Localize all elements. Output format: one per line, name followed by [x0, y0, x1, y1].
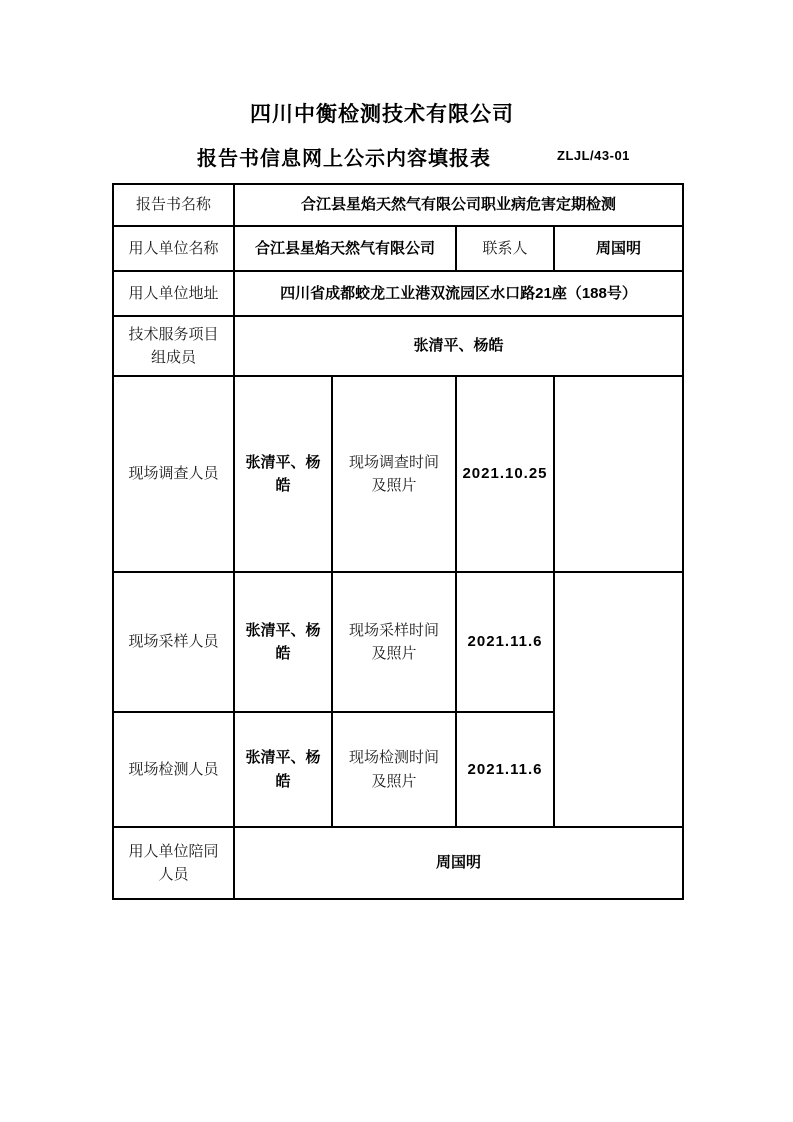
form-title: 报告书信息网上公示内容填报表 — [197, 148, 491, 170]
investigation-personnel-value: 张清平、杨皓 — [235, 377, 331, 571]
contact-name-value: 周国明 — [555, 227, 682, 270]
sampling-testing-photo-cell — [555, 573, 682, 826]
sampling-personnel-label: 现场采样人员 — [114, 573, 233, 711]
report-name-label: 报告书名称 — [114, 185, 233, 225]
investigation-date: 2021.10.25 — [457, 377, 553, 571]
employer-address-value: 四川省成都蛟龙工业港双流园区水口路21座（188号） — [235, 272, 682, 315]
investigation-photo-cell — [555, 377, 682, 571]
testing-date: 2021.11.6 — [457, 713, 553, 826]
form-title-row — [0, 142, 793, 168]
employer-name-label: 用人单位名称 — [114, 227, 233, 270]
investigation-personnel-label: 现场调查人员 — [114, 377, 233, 571]
team-members-label: 技术服务项目组成员 — [114, 317, 233, 375]
sampling-date: 2021.11.6 — [457, 573, 553, 711]
investigation-time-label: 现场调查时间及照片 — [333, 377, 455, 571]
employer-name-value: 合江县星焰天然气有限公司 — [235, 227, 455, 270]
sampling-personnel-value: 张清平、杨皓 — [235, 573, 331, 711]
testing-personnel-label: 现场检测人员 — [114, 713, 233, 826]
accompanying-personnel-label: 用人单位陪同人员 — [114, 828, 233, 898]
testing-personnel-value: 张清平、杨皓 — [235, 713, 331, 826]
form-code: ZLJL/43-01 — [557, 148, 630, 163]
testing-time-label: 现场检测时间及照片 — [333, 713, 455, 826]
company-title: 四川中衡检测技术有限公司 — [250, 103, 514, 126]
accompanying-personnel-value: 周国明 — [235, 828, 682, 898]
report-name-value: 合江县星焰天然气有限公司职业病危害定期检测 — [235, 185, 682, 225]
sampling-time-label: 现场采样时间及照片 — [333, 573, 455, 711]
team-members-value: 张清平、杨皓 — [235, 317, 682, 375]
report-info-table — [112, 183, 684, 900]
contact-label: 联系人 — [457, 227, 553, 270]
employer-address-label: 用人单位地址 — [114, 272, 233, 315]
